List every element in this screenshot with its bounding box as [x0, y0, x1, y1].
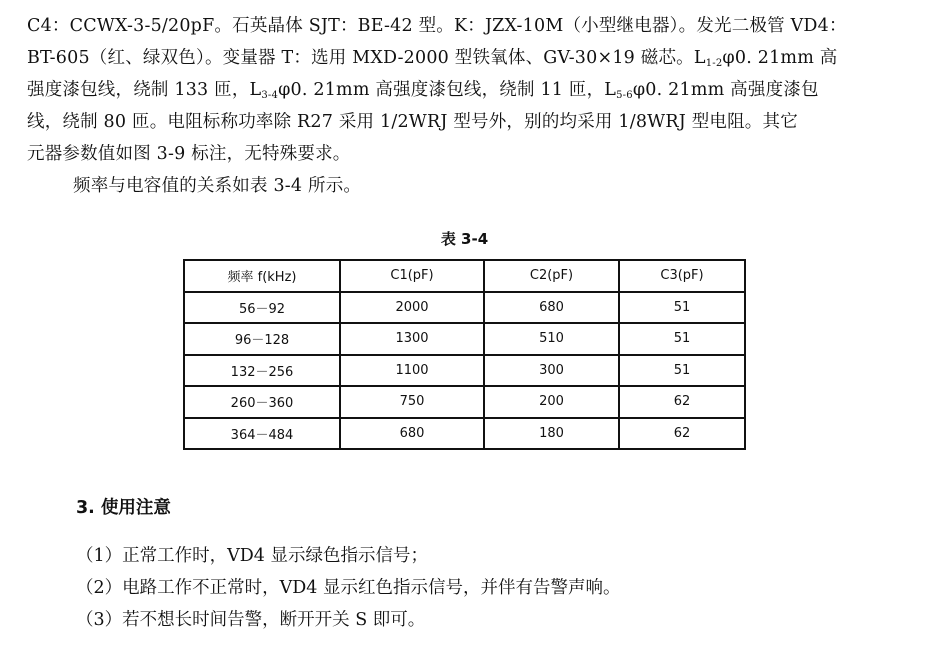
- header-c3: C3(pF): [619, 260, 745, 292]
- frequency-capacitance-table: [183, 259, 746, 450]
- paragraph-line-2-text-b: φ0. 21mm 高: [722, 48, 838, 68]
- usage-note-item: （3）若不想长时间告警，断开开关 S 即可。: [76, 610, 426, 630]
- usage-note-item: （1）正常工作时，VD4 显示绿色指示信号；: [76, 546, 428, 566]
- paragraph-line-1: C4：CCWX-3-5/20pF。石英晶体 SJT：BE-42 型。K：JZX-10M（小型继电器）。发光二极管 VD4：: [27, 16, 847, 36]
- cell-frequency: 96－128: [184, 323, 340, 355]
- subscript-5-6: 5-6: [616, 90, 633, 101]
- cell-frequency: 132－256: [184, 355, 340, 387]
- cell-c1: 1100: [340, 355, 484, 387]
- cell-c3: 51: [619, 292, 745, 324]
- cell-c2: 200: [484, 386, 619, 418]
- paragraph-line-2-text-a: BT-605（红、绿双色）。变量器 T：选用 MXD-2000 型铁氧体、GV-30×19 磁芯。L: [27, 48, 706, 68]
- paragraph-line-6: 频率与电容值的关系如表 3-4 所示。: [73, 176, 362, 196]
- cell-c3: 62: [619, 386, 745, 418]
- usage-notes-list: [76, 540, 621, 636]
- header-c2: C2(pF): [484, 260, 619, 292]
- cell-c1: 2000: [340, 292, 484, 324]
- cell-c2: 180: [484, 418, 619, 450]
- cell-c2: 300: [484, 355, 619, 387]
- cell-frequency: 364－484: [184, 418, 340, 450]
- table-row: [184, 292, 745, 324]
- subscript-1-2: 1-2: [705, 58, 723, 69]
- usage-heading: 3. 使用注意: [76, 498, 171, 518]
- paragraph-line-2: [27, 42, 917, 74]
- table-row: [184, 386, 745, 418]
- table-caption: 表 3-4: [440, 230, 489, 248]
- paragraph-line-4: 线，绕制 80 匝。电阻标称功率除 R27 采用 1/2WRJ 型号外，别的均采用 1/8WRJ 型电阻。其它: [27, 112, 798, 132]
- cell-c1: 1300: [340, 323, 484, 355]
- cell-c3: 51: [619, 323, 745, 355]
- cell-c1: 680: [340, 418, 484, 450]
- paragraph-line-3-text-a: 强度漆包线，绕制 133 匝，L: [27, 80, 262, 100]
- paragraph-line-5: 元器参数值如图 3-9 标注，无特殊要求。: [27, 144, 351, 164]
- header-c1: C1(pF): [340, 260, 484, 292]
- table-row: [184, 355, 745, 387]
- cell-c3: 62: [619, 418, 745, 450]
- paragraph-line-3-text-b: φ0. 21mm 高强度漆包线，绕制 11 匝，L: [278, 80, 617, 100]
- paragraph-line-3: [27, 74, 917, 106]
- table-row: [184, 418, 745, 450]
- cell-frequency: 260－360: [184, 386, 340, 418]
- usage-note-item: （2）电路工作不正常时，VD4 显示红色指示信号，并伴有告警声响。: [76, 578, 621, 598]
- paragraph-line-3-text-c: φ0. 21mm 高强度漆包: [632, 80, 819, 100]
- cell-frequency: 56－92: [184, 292, 340, 324]
- header-frequency: 频率 f(kHz): [184, 260, 340, 292]
- table-header-row: [184, 260, 745, 292]
- table-row: [184, 323, 745, 355]
- cell-c3: 51: [619, 355, 745, 387]
- component-spec-paragraph: [27, 10, 917, 202]
- cell-c2: 680: [484, 292, 619, 324]
- cell-c1: 750: [340, 386, 484, 418]
- subscript-3-4: 3-4: [261, 90, 279, 101]
- cell-c2: 510: [484, 323, 619, 355]
